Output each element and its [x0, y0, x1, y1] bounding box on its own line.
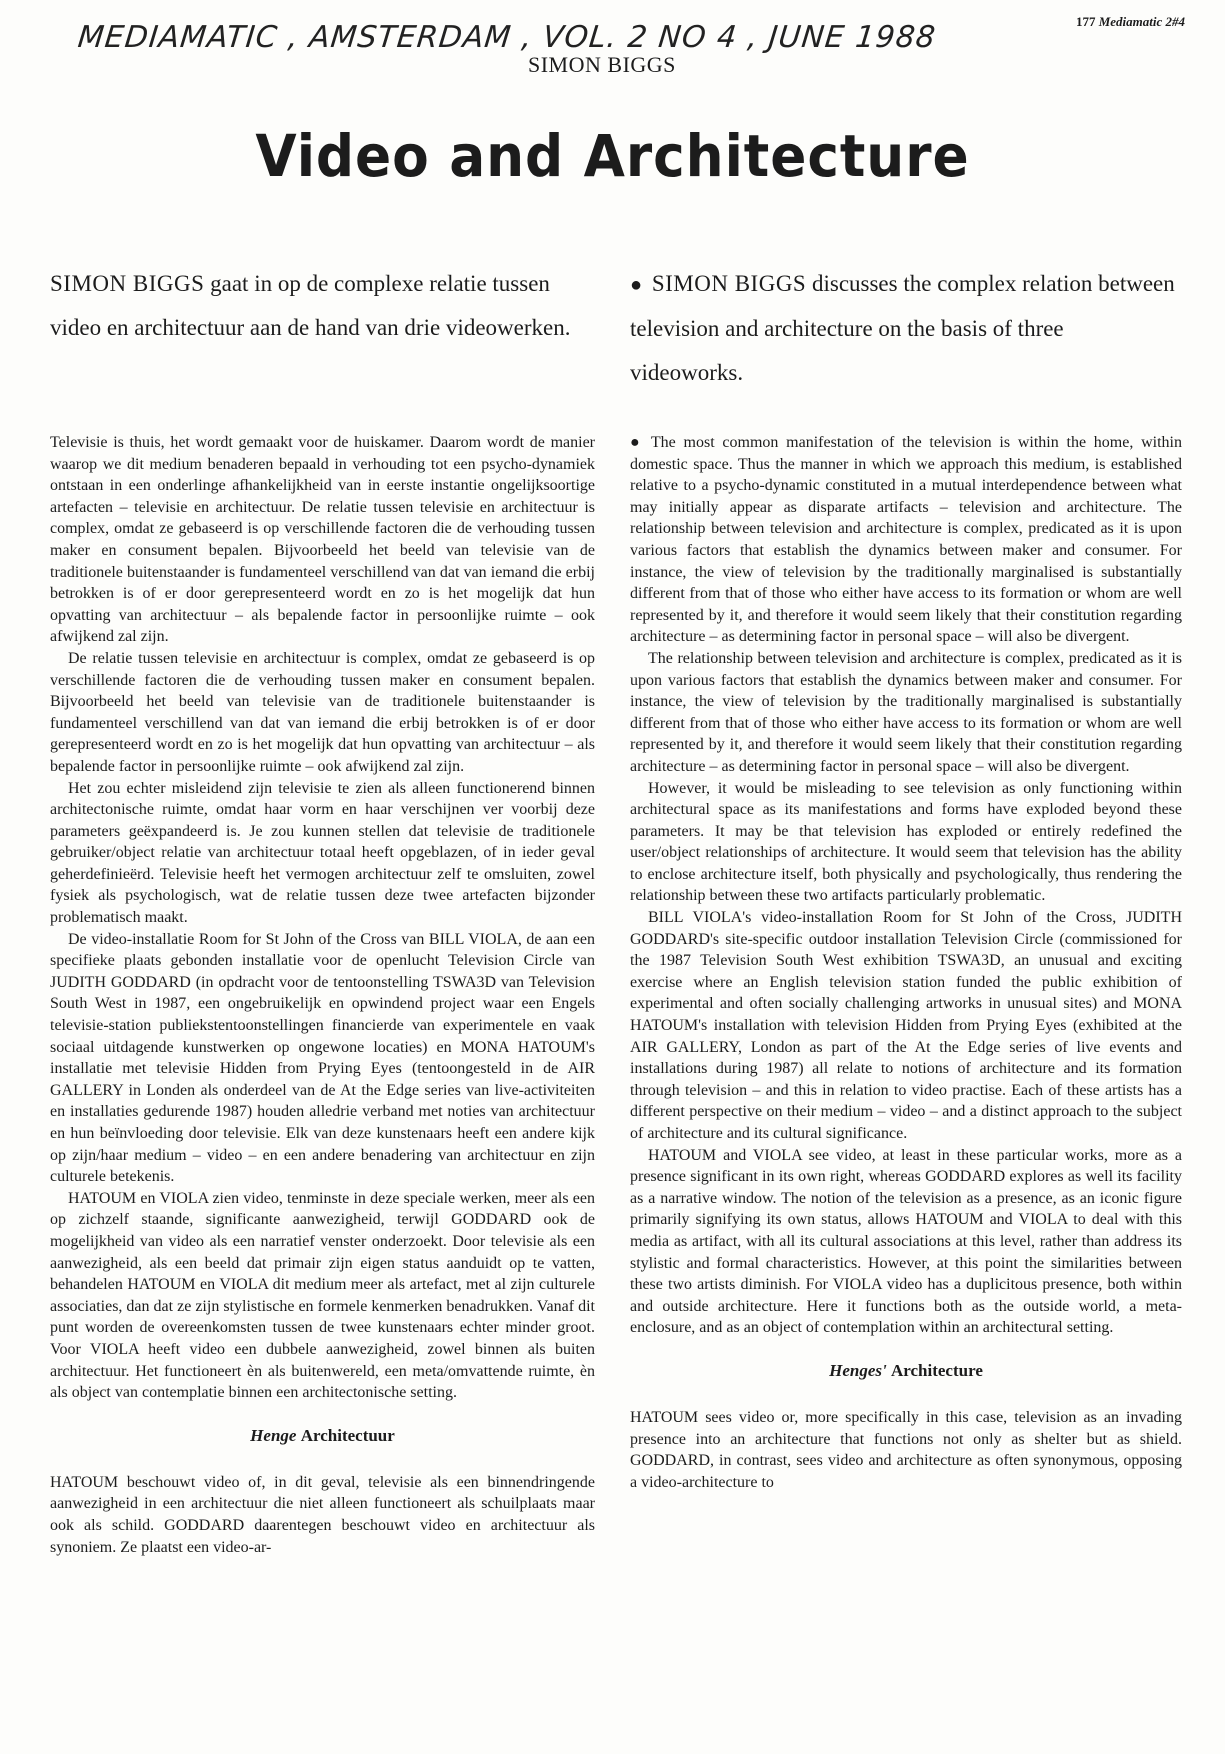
dutch-column	[50, 262, 595, 1558]
dutch-paragraph: Televisie is thuis, het wordt gemaakt voor de huiskamer. Daarom wordt de manier waarop we dit medium benaderen bepaald in verhouding tot een psycho-dynamiek ontstaan in een onderlinge afhankelijkheid van in eerste instantie ongelijksoortige artefacten – televisie en architectuur. De relatie tussen televisie en architectuur is complex, omdat ze gebaseerd is op verschillende factoren die de verhouding tussen maker en consument bepalen. Bijvoorbeeld het beeld van televisie van de traditionele buitenstaander is fundamenteel verschillend van dat van iemand die erbij betrokken is of er door gerepresenteerd wordt en zo is het mogelijk dat hun opvatting van architectuur – als bepalende factor in persoonlijke ruimte – ook afwijkend zal zijn.	[50, 434, 595, 646]
dutch-body	[50, 432, 595, 1558]
english-column	[630, 262, 1182, 1493]
english-paragraph-first	[630, 432, 1182, 648]
english-paragraph: The relationship between television and architecture is complex, predicated as it is upon various factors that establish the dynamics between maker and consumer. For instance, the view of television by the traditionally marginalised is substantially different from that of those who either have access to its formation or whom are well represented by it, and therefore it would seem likely that their constitution regarding architecture – as determining factor in personal space – will also be divergent.	[630, 649, 1182, 775]
english-subheading	[630, 1361, 1182, 1381]
article-title: Video and Architecture	[255, 122, 970, 190]
page-number: 177	[1075, 14, 1096, 29]
magazine-reference: Mediamatic 2#4	[1098, 14, 1185, 29]
dutch-paragraph: Het zou echter misleidend zijn televisie te zien als alleen functionerend binnen architectonische ruimte, omdat haar vorm en haar verschijnen ver voorbij deze parameters geëxpandeerd is. Je zou kunnen stellen dat televisie de traditionele gebruiker/object relatie van architectuur totaal heeft opgeblazen, of in ieder geval geherdefinieërd. Televisie heeft het vermogen architectuur zelf te omsluiten, zowel fysiek als psychologisch, wat de relatie tussen deze twee artefacten bijzonder problematisch maakt.	[50, 779, 595, 927]
dutch-subheading-italic: Henge	[250, 1425, 297, 1445]
dutch-lede-text: gaat in op de complexe relatie tussen video en architectuur aan de hand van drie videowerken.	[50, 271, 571, 340]
dutch-paragraph: HATOUM beschouwt video of, in dit geval, televisie als een binnendringende aanwezigheid in een architectuur die niet alleen functioneert als schuilplaats maar ook als schild. GODDARD daarentegen beschouwt video en architectuur als synoniem. Ze plaatst een video-ar-	[50, 1473, 595, 1556]
english-paragraph: HATOUM and VIOLA see video, at least in these particular works, more as a presence significant in its own right, whereas GODDARD explores as well its facility as a narrative window. The notion of the television as a presence, as an iconic figure primarily signifying its own status, allows HATOUM and VIOLA to deal with this media as artifact, with all its cultural associations at this level, rather than address its stylistic and formal characteristics. However, at this point the similarities between these two artists diminish. For VIOLA video has a duplicitous presence, both within and outside architecture. Here it functions both as the outside world, a meta-enclosure, and as an object of contemplation within an architectural setting.	[630, 1146, 1182, 1337]
author-byline: SIMON BIGGS	[528, 52, 676, 77]
dutch-paragraph: De video-installatie Room for St John of the Cross van BILL VIOLA, de aan een specifieke plaats gebonden installatie voor de openlucht Television Circle van JUDITH GODDARD (in opdracht voor de tentoonstelling TSWA3D van Television South West in 1987, een ongebruikelijk en opwindend project waar een Engels televisie-station publiekstentoonstellingen financierde van experimentele en vaak sociaal uitdagende kunstwerken op ongewone locaties) en MONA HATOUM's installatie met televisie Hidden from Prying Eyes (tentoongesteld in de AIR GALLERY in Londen als onderdeel van de At the Edge series van live-activiteiten en installaties gedurende 1987) houden alledrie verband met noties van architectuur en hun beïnvloeding door televisie. Elk van deze kunstenaars heeft een andere kijk op zijn/haar medium – video – en een andere benadering van architectuur en zijn culturele betekenis.	[50, 930, 595, 1186]
english-paragraph: BILL VIOLA's video-installation Room for St John of the Cross, JUDITH GODDARD's site-specific outdoor installation Television Circle (commissioned for the 1987 Television South West exhibition TSWA3D, an unusual and exciting exercise where an English television station funded the public exhibition of experimental and often socially challenging artworks in unusual sites) and MONA HATOUM's installation with television Hidden from Prying Eyes (exhibited at the AIR GALLERY, London as part of the At the Edge series of live events and installations during 1987) all relate to notions of architecture and its formation through television – and this in relation to video practise. Each of these artists has a different perspective on their medium – video – and a distinct approach to the subject of architecture and its cultural significance.	[630, 909, 1182, 1142]
dutch-subheading	[50, 1426, 595, 1446]
page-reference	[1076, 14, 1185, 30]
english-subheading-rest: Architecture	[890, 1360, 983, 1380]
english-paragraph-text: The most common manifestation of the television is within the home, within domestic space. Thus the manner in which we approach this medium, is established relative to a psycho-dynamic constituted in a mutual interdependence between what may initially appear as disparate artifacts – television and architecture. The relationship between television and architecture is complex, predicated as it is upon various factors that establish the dynamics between maker and consumer. For instance, the view of television by the traditionally marginalised is substantially different from that of those who either have access to its formation or whom are well represented by it, and therefore it would seem likely that their constitution regarding architecture – as determining factor in personal space – will also be divergent.	[630, 434, 1183, 646]
english-lede-name: SIMON BIGGS	[651, 271, 807, 296]
bullet-icon: ●	[630, 274, 643, 296]
dutch-paragraph: HATOUM en VIOLA zien video, tenminste in deze speciale werken, meer als een op zichzelf staande, significante aanwezigheid, terwijl GODDARD ook de mogelijkheid van video als een narratief venster onderzoekt. Door televisie als een aanwezigheid, als een beeld dat primair zijn eigen status aanduidt op te vatten, behandelen HATOUM en VIOLA dit medium meer als artefact, met al zijn culturele associaties, dan dat ze zijn stylistische en formele kenmerken benadrukken. Vanaf dit punt worden de overeenkomsten tussen de twee kunstenaars echter minder groot. Voor VIOLA heeft video een dubbele aanwezigheid, zowel binnen als buiten architectuur. Het functioneert èn als buitenwereld, een meta/omvattende ruimte, èn als object van contemplatie binnen een architectonische setting.	[50, 1189, 595, 1402]
english-lede-text: discusses the complex relation between television and architecture on the basis of three videoworks.	[630, 271, 1175, 385]
dutch-lede	[50, 262, 595, 392]
english-paragraph: HATOUM sees video or, more specifically in this case, television as an invading presence into an architecture that functions not only as shelter but as shield. GODDARD, in contrast, sees video and architecture as often synonymous, opposing a video-architecture to	[630, 1408, 1182, 1491]
bullet-icon: ●	[630, 434, 651, 451]
english-lede	[630, 262, 1182, 392]
dutch-subheading-rest: Architectuur	[300, 1425, 395, 1445]
dutch-lede-name: SIMON BIGGS	[50, 271, 205, 296]
handwritten-citation: MEDIAMATIC , AMSTERDAM , VOL. 2 NO 4 , JUNE 1988	[76, 20, 938, 55]
english-subheading-italic: Henges'	[829, 1360, 887, 1380]
english-body	[630, 432, 1182, 1493]
dutch-paragraph: De relatie tussen televisie en architectuur is complex, omdat ze gebaseerd is op verschillende factoren die de verhouding tussen maker en consument bepalen. Bijvoorbeeld het beeld van televisie van de traditionele buitenstaander is fundamenteel verschillend van dat van iemand die erbij betrokken is of er door gerepresenteerd wordt en zo is het mogelijk dat hun opvatting van architectuur – als bepalende factor in persoonlijke ruimte – ook afwijkend zal zijn.	[50, 649, 595, 775]
english-paragraph: However, it would be misleading to see television as only functioning within architectural space as its manifestations and forms have exploded beyond these parameters. It may be that television has exploded or entirely redefined the user/object relationships of architecture. It would seem that television has the ability to enclose architecture itself, both physically and psychologically, thus rendering the relationship between these two artifacts particularly problematic.	[630, 779, 1182, 905]
